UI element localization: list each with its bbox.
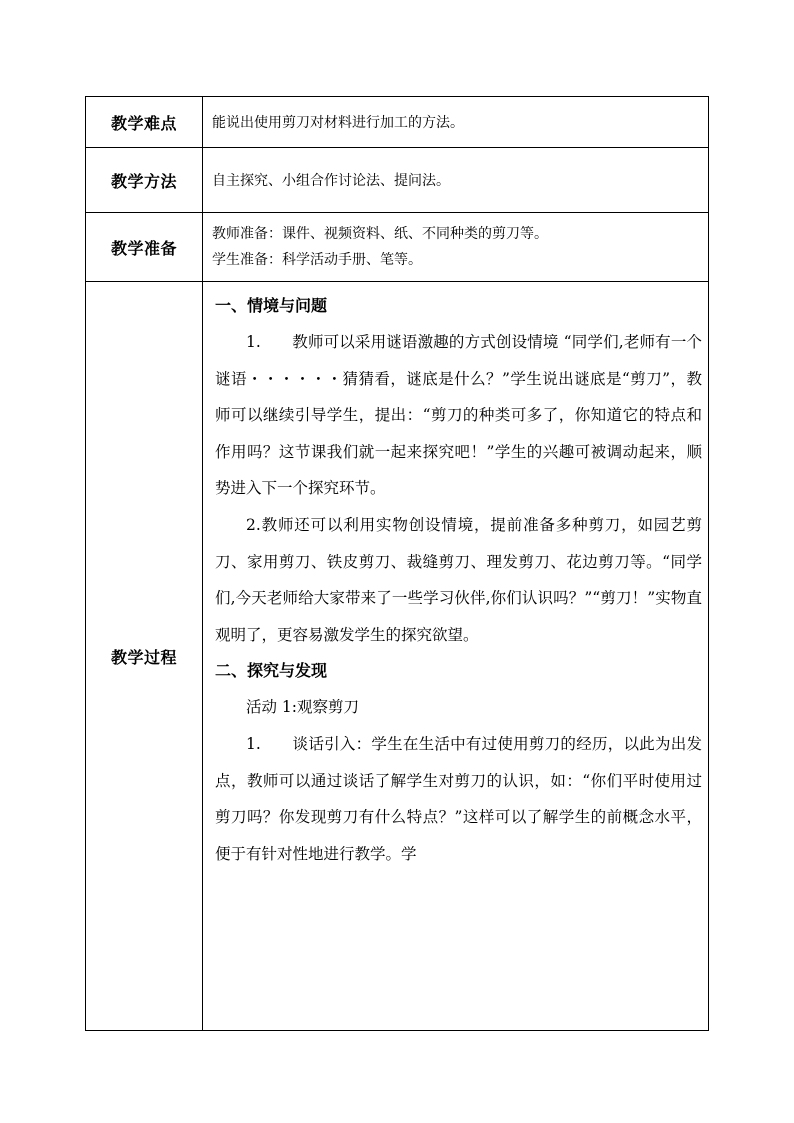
section-heading-explore: 二、探究与发现 xyxy=(215,661,328,681)
content-teaching-method: 自主探究、小组合作讨论法、提问法。 xyxy=(203,148,709,213)
student-preparation: 学生准备：科学活动手册、笔等。 xyxy=(212,252,422,268)
row-teaching-difficulty xyxy=(86,97,709,148)
label-teaching-process: 教学过程 xyxy=(86,282,203,1031)
row-teaching-preparation xyxy=(86,213,709,282)
content-teaching-process xyxy=(203,282,709,1031)
paragraph-talk-intro: 1. 谈话引入：学生在生活中有过使用剪刀的经历，以此为出发点，教师可以通过谈话了解学生对剪刀的认识，如：“你们平时使用过剪刀吗？你发现剪刀有什么特点？”这样可以了解学生的前概念水平，便于有针对性地进行教学。学 xyxy=(215,734,702,863)
teacher-preparation: 教师准备：课件、视频资料、纸、不同种类的剪刀等。 xyxy=(212,226,548,242)
content-teaching-preparation xyxy=(203,213,709,282)
label-teaching-difficulty: 教学难点 xyxy=(86,97,203,148)
lesson-plan-table xyxy=(85,96,709,1031)
label-teaching-preparation: 教学准备 xyxy=(86,213,203,282)
paragraph-real-objects: 2.教师还可以利用实物创设情境，提前准备多种剪刀，如园艺剪刀、家用剪刀、铁皮剪刀、裁缝剪刀、理发剪刀、花边剪刀等。“同学们,今天老师给大家带来了一些学习伙伴,你们认识吗？”“剪刀！”实物直观明了，更容易激发学生的探究欲望。 xyxy=(215,515,702,644)
section-heading-situation: 一、情境与问题 xyxy=(215,296,328,315)
row-teaching-process xyxy=(86,282,709,1031)
activity-title: 活动 1:观察剪刀 xyxy=(246,698,360,717)
row-teaching-method xyxy=(86,148,709,213)
content-teaching-difficulty: 能说出使用剪刀对材料进行加工的方法。 xyxy=(203,97,709,148)
paragraph-riddle: 1. 教师可以采用谜语激趣的方式创设情境 “同学们,老师有一个谜语・・・・・・猜猜看，谜底是什么？”学生说出谜底是“剪刀”，教师可以继续引导学生，提出：“剪刀的种类可多了，你知道它的特点和作用吗？这节课我们就一起来探究吧！”学生的兴趣可被调动起来，顺势进入下一个探究环节。 xyxy=(215,333,702,498)
label-teaching-method: 教学方法 xyxy=(86,148,203,213)
